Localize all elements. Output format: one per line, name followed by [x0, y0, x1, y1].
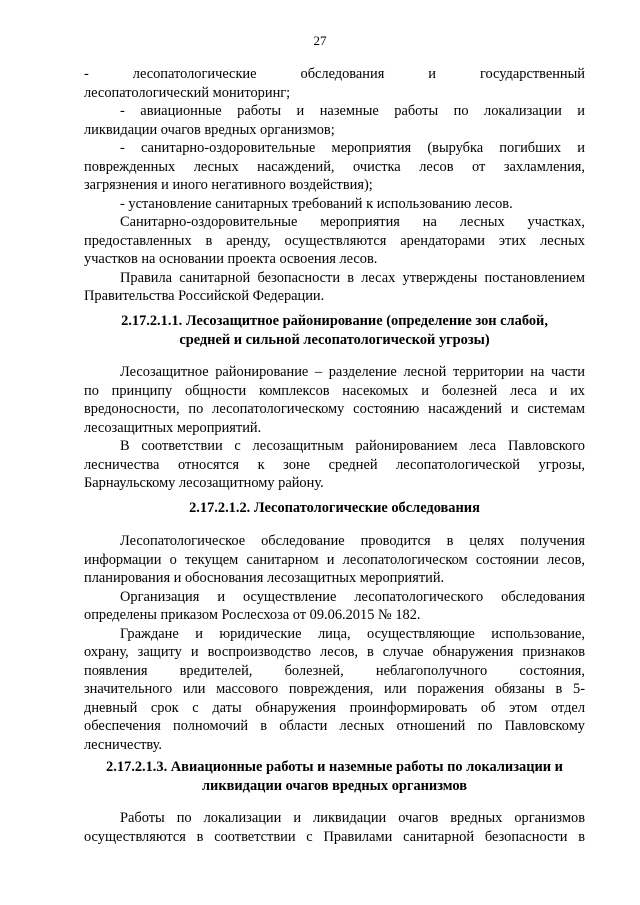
text-line: лесничеству. — [84, 736, 163, 753]
text-line: обеспечения полномочий в области лесных отношений по Павловскому — [84, 718, 585, 734]
text-line: - установление санитарных требований к использованию лесов. — [120, 195, 513, 212]
heading-aviation-works — [84, 758, 585, 795]
text-line: Лесозащитное районирование – разделение лесной территории на части — [120, 364, 585, 380]
text-line: Барнаульскому лесозащитному району. — [84, 475, 324, 491]
text-line: лесничества относятся к зоне средней лесопатологической угрозы, — [84, 456, 585, 473]
heading-line: средней и сильной лесопатологической угрозы) — [179, 331, 490, 348]
heading-line: 2.17.2.1.2. Лесопатологические обследования — [189, 500, 480, 516]
text-line: - санитарно-оздоровительные мероприятия (вырубка погибших и — [120, 140, 585, 156]
text-line: вредоносности, по лесопатологическому состоянию насаждений и системам — [84, 401, 585, 417]
paragraphs-list-activities — [84, 65, 585, 306]
text-line: Правительства Российской Федерации. — [84, 288, 325, 304]
text-line: В соответствии с лесозащитным районированием леса Павловского — [120, 438, 585, 454]
text-line: информации о текущем санитарном и лесопатологическом состоянии лесов, — [84, 551, 585, 568]
paragraphs-pathology-surveys — [84, 532, 585, 754]
paragraphs-forest-zoning — [84, 363, 585, 493]
text-line: предоставленных в аренду, осуществляются арендаторами этих лесных — [84, 232, 585, 249]
text-line: Работы по локализации и ликвидации очагов вредных организмов — [120, 810, 585, 826]
text-line: поврежденных лесных насаждений, очистка лесов от захламления, — [84, 158, 585, 175]
text-line: значительного или массового повреждения, или поражения обязаны в 5- — [84, 681, 585, 697]
text-line: планирования и обоснования лесозащитных мероприятий. — [84, 570, 445, 586]
heading-forest-zoning — [84, 312, 585, 349]
text-line: - лесопатологические обследования и государственный — [84, 66, 585, 82]
text-line: Лесопатологическое обследование проводится в целях получения — [120, 533, 585, 549]
text-line: ликвидации очагов вредных организмов; — [84, 121, 335, 138]
heading-line: 2.17.2.1.3. Авиационные работы и наземные работы по локализации и — [106, 759, 563, 775]
text-line: Организация и осуществление лесопатологического обследования — [120, 588, 585, 605]
text-line: Граждане и юридические лица, осуществляющие использование, — [120, 625, 585, 642]
text-line: загрязнения и иного негативного воздействия); — [84, 177, 373, 193]
text-line: определены приказом Рослесхоза от 09.06.2015 № 182. — [84, 607, 421, 623]
page-number: 27 — [313, 33, 327, 48]
text-line: Правила санитарной безопасности в лесах утверждены постановлением — [120, 269, 585, 286]
text-line: Санитарно-оздоровительные мероприятия на лесных участках, — [120, 214, 585, 230]
text-line: осуществляются в соответствии с Правилами санитарной безопасности в — [84, 828, 585, 845]
text-line: по принципу общности комплексов насекомых и болезней леса и их — [84, 382, 585, 399]
paragraphs-aviation-works — [84, 809, 585, 846]
text-line: лесопатологический мониторинг; — [84, 84, 291, 101]
heading-line: 2.17.2.1.1. Лесозащитное районирование (определение зон слабой, — [121, 313, 548, 329]
heading-line: ликвидации очагов вредных организмов — [201, 777, 468, 794]
text-line: появления вредителей, болезней, неблагополучного состояния, — [84, 662, 585, 679]
text-line: участков на основании проекта освоения лесов. — [84, 251, 378, 267]
text-line: - авиационные работы и наземные работы по локализации и — [120, 103, 585, 119]
heading-pathology-surveys — [84, 499, 585, 518]
text-line: охрану, защиту и воспроизводство лесов, в случае обнаружения признаков — [84, 644, 585, 660]
text-line: дневный срок с даты обнаружения проинформировать об этом отдел — [84, 699, 585, 716]
text-line: лесозащитных мероприятий. — [84, 419, 262, 436]
